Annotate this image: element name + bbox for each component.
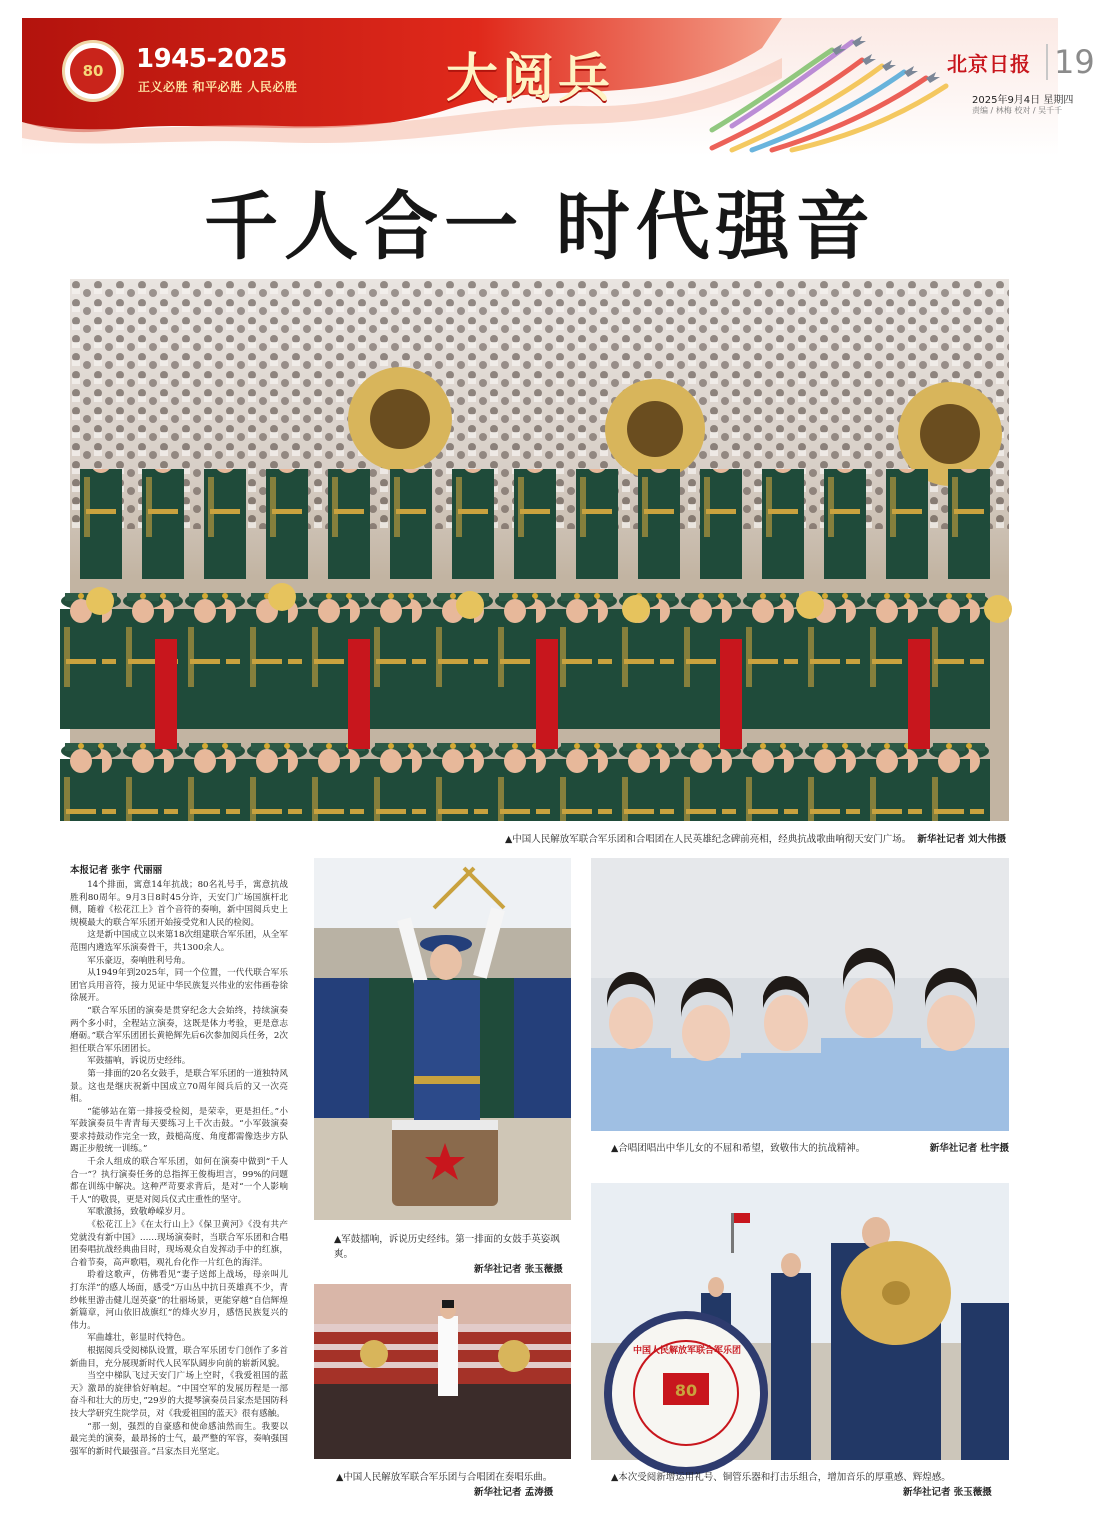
issue-date: 2025年9月4日 星期四 [972, 95, 1074, 106]
anniversary-emblem [62, 40, 124, 102]
article-paragraph: 军曲雄壮，彰显时代特色。 [87, 1333, 191, 1344]
main-photo-caption-text: ▲中国人民解放军联合军乐团和合唱团在人民英雄纪念碑前亮相，经典抗战歌曲响彻天安门广场。 [505, 834, 912, 845]
bass-drum-lettering: 中国人民解放军联合军乐团 [632, 1346, 741, 1356]
main-band-photo [70, 279, 1009, 821]
article-paragraph: 军鼓擂响，诉说历史经纬。 [87, 1056, 191, 1067]
newspaper-name: 北京日报 [947, 52, 1031, 76]
article-paragraph: 《松花江上》《在太行山上》《保卫黄河》《没有共产党就没有新中国》……现场演奏时，当联合军乐团和合唱团奏唱抗战经典曲目时，现场观众自发挥动手中的红旗，合着节奏，高声歌唱，观礼台化作一片红色的海洋。 [70, 1220, 288, 1268]
article-paragraph: “联合军乐团的演奏是贯穿纪念大会始终，持续演奏两个多小时，全程站立演奏，这既是体力考验，更是意志磨砺。”联合军乐团团长黄艳辉先后6次参加阅兵任务，2次担任联合军乐团团长。 [70, 1005, 288, 1054]
article-paragraph: 军乐豪迈，奏响胜利号角。 [87, 955, 191, 966]
bass-drum-photo-caption-text: ▲本次受阅新增运用礼号、铜管乐器和打击乐组合，增加音乐的厚重感、辉煌感。 [611, 1472, 951, 1483]
article-paragraph: 根据阅兵受阅梯队设置，联合军乐团专门创作了多首新曲目，充分展现新时代人民军队阔步向前的崭新风貌。 [70, 1345, 288, 1369]
drummer-photo [314, 858, 571, 1220]
article-paragraph: 14个排面，寓意14年抗战；80名礼号手，寓意抗战胜利80周年。9月3日8时45分许，天安门广场国旗杆北侧，随着《松花江上》首个音符的奏响，新中国阅兵史上规模最大的联合军乐团开始接受党和人民的检阅。 [70, 880, 288, 928]
article-paragraph: “那一刻，强烈的自豪感和使命感油然而生。我要以最完美的演奏，最昂扬的士气，最严整的军容，奏响强国强军的新时代最强音。”吕家杰目光坚定。 [70, 1421, 288, 1457]
svg-text:80: 80 [674, 1381, 698, 1400]
article-paragraph: “能够站在第一排接受检阅，是荣幸，更是担任。”小军鼓演奏员牛青青每天要练习上千次击鼓。“小军鼓演奏要求持鼓动作完全一致，鼓槌高度、角度都需像迭步方队踢正步般统一训练。” [70, 1106, 288, 1155]
article-paragraph: 从1949年到2025年，同一个位置，一代代联合军乐团官兵用音符，接力见证中华民族复兴伟业的宏伟画卷徐徐展开。 [70, 968, 288, 1004]
masthead-banner [22, 18, 1095, 156]
article-body [70, 862, 288, 1502]
jet-formation-graphic [712, 30, 952, 150]
article-byline: 本报记者 张宇 代丽丽 [70, 865, 163, 876]
choir-photo-caption [611, 1141, 1009, 1156]
drummer-photo-caption [334, 1232, 574, 1277]
bass-drum-photo [591, 1183, 1009, 1460]
article-paragraph: 军歌激扬，致敬峥嵘岁月。 [87, 1207, 191, 1218]
article-paragraph: 聆着这歌声，仿佛看见“妻子送郎上战场，母亲叫儿打东洋”的感人场面，感受“万山丛中抗日英雄真不少，青纱帐里游击健儿逞英豪”的壮丽场景，更能穿越“自信辉煌新篇章，河山依旧战旗红”的烽火岁月，感悟民族复兴的伟力。 [70, 1270, 288, 1331]
article-paragraph: 千余人组成的联合军乐团，如何在演奏中做到“千人合一”？执行演奏任务的总指挥王俊梅坦言，99%的问题都在训练中解决。这种严苛要求背后，是对“一个人影响千人”的敬畏，更是对阅兵仪式庄重性的坚守。 [70, 1157, 288, 1205]
article-paragraph: 这是新中国成立以来第18次组建联合军乐团，从全军范围内遴选军乐演奏骨干，共1300余人。 [70, 930, 288, 953]
article-paragraph: 当空中梯队飞过天安门广场上空时，《我爱祖国的蓝天》激昂的旋律恰好响起。“中国空军的发展历程是一部奋斗和壮大的历史，”29岁的大提琴演奏员吕家杰是国防科技大学研究生院学员，对《我爱祖国的蓝天》很有感触。 [70, 1371, 288, 1419]
singer-photo-caption [336, 1470, 576, 1500]
anniversary-motto: 正义必胜 和平必胜 人民必胜 [138, 80, 298, 94]
singer-photo-credit: 新华社记者 孟涛摄 [474, 1487, 554, 1498]
main-photo-caption [505, 832, 1006, 847]
bass-drum-photo-credit: 新华社记者 张玉薇摄 [903, 1487, 992, 1498]
red-flag-wave-graphic [22, 18, 782, 148]
drummer-photo-caption-text: ▲军鼓擂响，诉说历史经纬。第一排面的女鼓手英姿飒爽。 [334, 1234, 560, 1260]
choir-photo [591, 858, 1009, 1131]
choir-photo-caption-text: ▲合唱团唱出中华儿女的不屈和希望，致敬伟大的抗战精神。 [611, 1143, 866, 1154]
singer-photo-caption-text: ▲中国人民解放军联合军乐团与合唱团在奏唱乐曲。 [336, 1472, 553, 1483]
editor-credits: 责编 / 林梅 校对 / 吴千千 [972, 106, 1063, 115]
emblem-80-text: 80 [70, 48, 116, 94]
main-photo-credit: 新华社记者 刘大伟摄 [917, 834, 1007, 845]
page-number: 19 [1046, 44, 1095, 80]
drummer-photo-credit: 新华社记者 张玉薇摄 [474, 1264, 563, 1275]
choir-photo-credit: 新华社记者 杜宇摄 [929, 1143, 1009, 1154]
section-title: 大阅兵 [446, 48, 615, 109]
singer-photo [314, 1284, 571, 1459]
article-paragraph: 第一排面的20名女鼓手，是联合军乐团的一道独特风景。这也是继庆祝新中国成立70周年阅兵后的又一次亮相。 [70, 1068, 288, 1105]
anniversary-years: 1945-2025 [136, 44, 288, 74]
page-headline: 千人合一 时代强音 [204, 184, 876, 270]
bass-drum-photo-caption [611, 1470, 1009, 1500]
